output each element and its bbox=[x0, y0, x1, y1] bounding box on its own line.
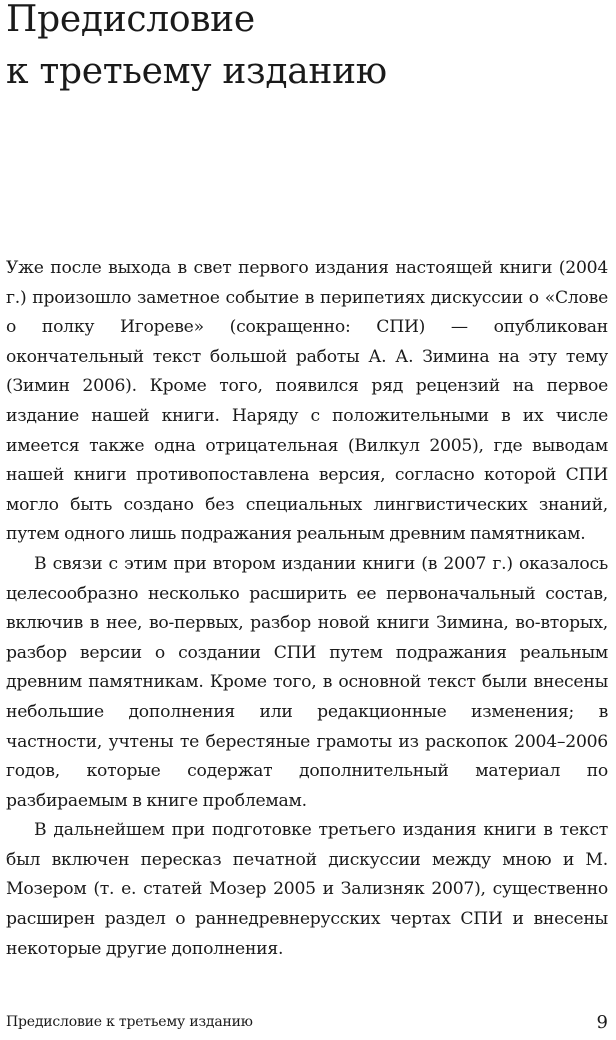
chapter-title bbox=[6, 0, 387, 98]
chapter-title-line-2: к третьему изданию bbox=[6, 51, 387, 92]
paragraph-1: Уже после выхода в свет первого издания настоящей книги (2004 г.) произошло заметное событие в перипетиях дискуссии о «Слове о полку Игореве» (сокращенно: СПИ) — опубликован окончательный текст большой работы А. А. Зимина на эту тему (Зимин 2006). Кроме того, появился ряд рецензий на первое издание нашей книги. Наряду с положительными в их числе имеется также одна отрицательная (Вилкул 2005), где выводам нашей книги противопоставлена версия, согласно которой СПИ могло быть создано без специальных лингвистических знаний, путем одного лишь подражания реальным древним памятникам. bbox=[6, 258, 608, 545]
page-footer bbox=[6, 1012, 608, 1034]
running-head: Предисловие к третьему изданию bbox=[6, 1014, 253, 1030]
paragraph-2: В связи с этим при втором издании книги (в 2007 г.) оказалось целесообразно несколько расширить ее первоначальный состав, включив в нее, во-первых, разбор новой книги Зимина, во-вторых, разбор версии о создании СПИ путем подражания реальным древним памятникам. Кроме того, в основной текст были внесены небольшие дополнения или редакционные изменения; в частности, учтены те берестяные грамоты из раскопок 2004–2006 годов, которые содержат дополнительный материал по разбираемым в книге проблемам. bbox=[6, 553, 608, 811]
chapter-title-line-1: Предисловие bbox=[6, 0, 255, 40]
body-text bbox=[6, 254, 608, 964]
page-number: 9 bbox=[596, 1012, 608, 1033]
paragraph-3: В дальнейшем при подготовке третьего издания книги в текст был включен пересказ печатной дискуссии между мною и М. Мозером (т. е. статей Мозер 2005 и Зализняк 2007), существенно расширен раздел о раннедревнерусских чертах СПИ и внесены некоторые другие дополнения. bbox=[6, 820, 608, 959]
